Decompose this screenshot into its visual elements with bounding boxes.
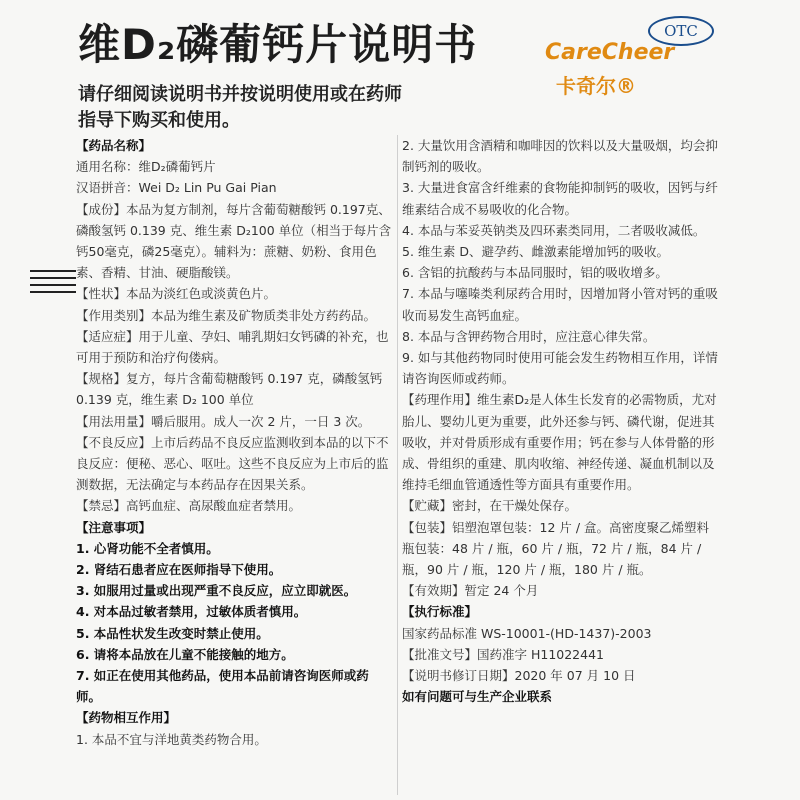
instruction-paragraph: 【性状】本品为淡红色或淡黄色片。 <box>76 286 277 302</box>
mark-line <box>30 284 76 286</box>
read-notice: 请仔细阅读说明书并按说明使用或在药师指导下购买和使用。 <box>78 84 402 131</box>
instruction-paragraph: 9. 如与其他药物同时使用可能会发生药物相互作用，详情请咨询医师或药师。 <box>402 350 718 387</box>
brand-logo-cn: 卡奇尔® <box>556 74 636 98</box>
instruction-paragraph: 【贮藏】密封，在干燥处保存。 <box>402 498 578 514</box>
mark-line <box>30 270 76 272</box>
instruction-paragraph: 通用名称：维D₂磷葡钙片 <box>76 159 216 175</box>
instruction-paragraph: 【药理作用】维生素D₂是人体生长发育的必需物质，尤对胎儿、婴幼儿更为重要，此外还参与钙、磷代谢，促进其吸收，并对骨质形成有重要作用；钙在参与人体骨骼的形成、骨组织的重建、肌肉收缩、神经传递、凝血机制以及维持毛细血管通透性等方面具有重要作用。 <box>402 392 717 493</box>
instruction-paragraph: 5. 本品性状发生改变时禁止使用。 <box>76 625 269 641</box>
instruction-paragraph: 【有效期】暂定 24 个月 <box>402 583 539 599</box>
instruction-paragraph: 4. 对本品过敏者禁用，过敏体质者慎用。 <box>76 604 307 620</box>
column-divider <box>397 135 398 795</box>
instruction-paragraph: 2. 肾结石患者应在医师指导下使用。 <box>76 562 282 578</box>
instruction-paragraph: 【用法用量】嚼后服用。成人一次 2 片，一日 3 次。 <box>76 413 371 429</box>
otc-badge: OTC <box>648 16 714 46</box>
instruction-paragraph: 3. 如服用过量或出现严重不良反应，应立即就医。 <box>76 583 357 599</box>
instruction-paragraph: 8. 本品与含钾药物合用时，应注意心律失常。 <box>402 328 656 344</box>
instruction-paragraph: 6. 请将本品放在儿童不能接触的地方。 <box>76 646 294 662</box>
instruction-paragraph: 【批准文号】国药准字 H11022441 <box>402 646 604 662</box>
instruction-paragraph: 【说明书修订日期】2020 年 07 月 10 日 <box>402 668 636 684</box>
instruction-paragraph: 【执行标准】 <box>402 604 478 620</box>
right-column <box>402 135 720 707</box>
brand-logo-en: CareCheer <box>545 40 675 65</box>
instruction-paragraph: 【禁忌】高钙血症、高尿酸血症者禁用。 <box>76 498 302 514</box>
document-title: 维D₂磷葡钙片说明书 <box>78 20 478 69</box>
instruction-paragraph: 汉语拼音：Wei D₂ Lin Pu Gai Pian <box>76 180 277 196</box>
instruction-paragraph: 5. 维生素 D、避孕药、雌激素能增加钙的吸收。 <box>402 244 669 260</box>
side-marks <box>30 270 76 298</box>
instruction-paragraph: 7. 如正在使用其他药品，使用本品前请咨询医师或药师。 <box>76 668 369 705</box>
instruction-paragraph: 3. 大量进食富含纤维素的食物能抑制钙的吸收，因钙与纤维素结合成不易吸收的化合物。 <box>402 180 718 217</box>
instruction-paragraph: 【规格】复方，每片含葡萄糖酸钙 0.197 克，磷酸氢钙 0.139 克，维生素 D₂ 100 单位 <box>76 371 383 408</box>
instruction-paragraph: 【不良反应】上市后药品不良反应监测收到本品的以下不良反应：便秘、恶心、呕吐。这些不良反应为上市后的监测数据，无法确定与本药品存在因果关系。 <box>76 434 389 493</box>
instruction-paragraph: 7. 本品与噻嗪类利尿药合用时，因增加肾小管对钙的重吸收而易发生高钙血症。 <box>402 286 718 323</box>
instruction-paragraph: 【成份】本品为复方制剂，每片含葡萄糖酸钙 0.197克、磷酸氢钙 0.139 克、维生素 D₂100 单位（相当于每片含钙50毫克，磷25毫克）。辅料为：蔗糖、奶粉、食用色素、香精、甘油、硬脂酸镁。 <box>76 201 392 281</box>
instruction-paragraph: 4. 本品与苯妥英钠类及四环素类同用，二者吸收减低。 <box>402 222 706 238</box>
instruction-paragraph: 1. 心肾功能不全者慎用。 <box>76 540 219 556</box>
instruction-paragraph: 2. 大量饮用含酒精和咖啡因的饮料以及大量吸烟，均会抑制钙剂的吸收。 <box>402 138 718 175</box>
instruction-paragraph: 1. 本品不宜与洋地黄类药物合用。 <box>76 731 267 747</box>
instruction-paragraph: 【注意事项】 <box>76 519 152 535</box>
instruction-paragraph: 【包装】铝塑泡罩包装：12 片 / 盒。高密度聚乙烯塑料瓶包装：48 片 / 瓶，60 片 / 瓶，72 片 / 瓶，84 片 / 瓶，90 片 / 瓶，120 片 / 瓶，180 片 / 瓶。 <box>402 519 710 578</box>
mark-line <box>30 291 76 293</box>
instruction-paragraph: 【药物相互作用】 <box>76 710 177 726</box>
instruction-paragraph: 6. 含铝的抗酸药与本品同服时，铝的吸收增多。 <box>402 265 668 281</box>
left-column <box>76 135 392 750</box>
mark-line <box>30 277 76 279</box>
instruction-paragraph: 国家药品标准 WS-10001-(HD-1437)-2003 <box>402 625 652 641</box>
instruction-paragraph: 【作用类别】本品为维生素及矿物质类非处方药药品。 <box>76 307 377 323</box>
instruction-paragraph: 【适应症】用于儿童、孕妇、哺乳期妇女钙磷的补充，也可用于预防和治疗佝偻病。 <box>76 328 389 366</box>
instruction-paragraph: 如有问题可与生产企业联系 <box>402 689 553 705</box>
instruction-paragraph: 【药品名称】 <box>76 138 152 153</box>
